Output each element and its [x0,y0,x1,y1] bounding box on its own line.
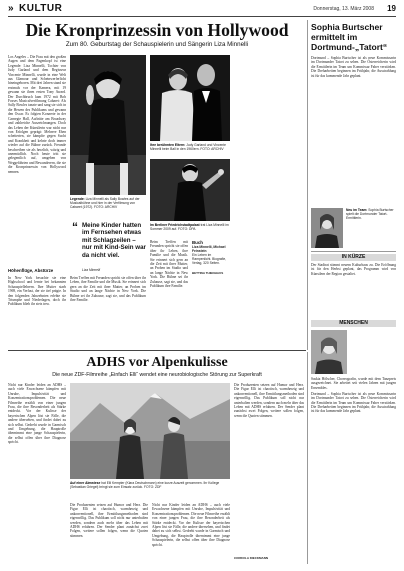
lead-headline: Die Kronprinzessin von Hollywood [25,20,289,40]
menschen-text-2: Dortmund – Sophia Burtscher ist als neue Kommissarin im Dortmunder Tatort zu sehen. Die Österreicherin wird die Ermittlerin im Team um Kommissar Faber verstärken. Die Dreharbeiten beginnen im Frühjahr, die Ausstrahlung ist für das kommende Jahr geplant. [311,391,396,414]
photo-burtscher [311,208,343,248]
second-body-4: Die Produzenten setzen auf Humor und Herz. Die Figur Elli ist chaotisch, warmherzig und unkonventionell, ihre Ermittlungsmethoden sind eigenwillig. Das Publikum soll nicht nur unterhalten werden, sondern auch mehr über das Leben mit ADHS erfahren. Der Sender plant zunächst zwei Folgen, weitere sollen folgen, wenn die Quoten stimmen. [234,383,304,418]
sidebar-rule-lower [307,352,308,564]
sidebar-title: Sophia Burtscher ermittelt im Dortmund-„Tatort“ [311,22,388,52]
caption-burtscher-text: Sophia Burtscher spielt die Dortmunder Tatort-Ermittlerin. [346,208,394,220]
issue-date: Donnerstag, 13. März 2008 [313,6,374,12]
lead-body-col2 [8,276,66,344]
second-body-col4 [234,383,304,553]
photo-parents [150,55,230,141]
caption-stage-credit: FOTO: DPA [178,227,196,231]
section-title: KULTUR [19,3,63,14]
second-body-col3 [152,503,230,563]
in-kuerze-bar: IN KÜRZE [311,254,396,261]
caption-parents-credit: FOTO: ARCHIV [200,147,224,151]
second-body-2: Die Produzenten setzen auf Humor und Herz. Die Figur Elli ist chaotisch, warmherzig und unkonventionell, ihre Ermittlungsmethoden sind eigenwillig. Das Publikum soll nicht nur unterhalten werden, sondern auch mehr über das Leben mit ADHS erfahren. Der Sender plant zunächst zwei Folgen, weitere sollen folgen, wenn die Quoten stimmen. [70,503,148,538]
sidebar-divider-1 [311,251,396,252]
lead-mid-body: In New York besuchte sie eine Highschool und lernte bei bekannten Schauspiellehrern. Ihre Mutter starb 1969, ein Verlust, der sie tief prägte. In den folgenden Jahrzehnten erlebte sie Triumphe und Niederlagen, doch ihr Publikum blieb ihr stets treu. [8,276,66,307]
photo-cabaret [70,55,146,195]
lead-body-col4 [150,240,188,344]
quote-author: Liza Minnelli [82,268,101,272]
header-rule [8,16,396,17]
second-body-3: Nicht nur Kinder leiden an ADHS – auch viele Erwachsene kämpfen mit Unruhe, Impulsivität und Konzentrationsproblemen. Die neue Filmreihe erzählt von einer jungen Frau, die ihre Besonderheit als Stärke entdeckt. Vor der Kulisse der bayerischen Alpen löst sie Fälle, die andere übersehen, und findet dabei zu sich selbst. Gedreht wurde in Garmisch und Umgebung, die Hauptrolle übernimmt eine junge Schauspielerin, die selbst offen über ihre Diagnose spricht. [152,503,230,547]
menschen-text: Saskia Hölscher, Choreografin, wurde mit dem Tanzpreis ausgezeichnet. Sie arbeitet seit vielen Jahren mit jungen Ensembles. [311,377,396,390]
info-box [192,240,230,344]
caption-cabaret-text: Liza Minnelli als Sally Bowles auf der Musicalbühne und hier in der Verfilmung von Cabaret (1972). [70,197,140,209]
info-body: Ein Leben im Rampenlicht. Biografie, Verlag, 320 Seiten. [192,253,227,265]
in-kuerze-body [311,263,396,317]
second-author: CORDULA DIECKMANN [234,556,269,560]
quote-mark-icon: “ [72,220,78,234]
lead-right-body-2: Beim Treffen mit Freunden spricht sie offen über ihr Leben, ihre Familie und die Musik. Sie erinnert sich gern an die Zeit mit ihrer Mutter, an Proben im Studio und an lange Nächte in New York. Die Bühne sei ihr Zuhause, sagt sie, und das Publikum ihre Familie. [150,240,188,289]
in-kuerze-text: Der Stadtrat stimmt neuem Kulturhaus zu. Die Eröffnung ist für den Herbst geplant, das Programm wird von Künstlern der Region gestaltet. [311,263,396,276]
lead-right-body: Beim Treffen mit Freunden spricht sie offen über ihr Leben, ihre Familie und die Musik. Sie erinnert sich gern an die Zeit mit ihrer Mutter, an Proben im Studio und an lange Nächte in New York. Die Bühne sei ihr Zuhause, sagt sie, und das Publikum ihre Familie. [70,276,146,303]
caption-alm [70,481,230,501]
caption-cabaret-strong: Legende: [70,197,85,201]
lead-subhead: Zum 80. Geburtstag der Schauspielerin und Sängerin Liza Minnelli [65,41,249,48]
lead-body: Los Angeles – Die Frau mit den großen Augen und dem Pagenkopf ist eine Legende: Liza Minnelli, Tochter von Judy Garland und dem Regisseur Vincente Minnelli, wurde in eine Welt aus Glamour und Scheinwerferlicht hineingeboren. Mit drei Jahren stand sie erstmals vor der Kamera, mit 19 gewann sie ihren ersten Tony Award. Der Durchbruch kam 1972 mit Bob Fosses Musicalverfilmung Cabaret: Als Sally Bowles tanzte und sang sie sich in die Herzen des Publikums und gewann den Oscar. Es folgten Konzerte in der Carnegie Hall, Auftritte am Broadway und zahlreiche Auszeichnungen. Doch das Leben der Künstlerin war nicht nur von Erfolgen geprägt: Mehrere Ehen scheiterten, sie kämpfte gegen Sucht und Krankheit und kehrte doch immer wieder auf die Bühne zurück. Freunde beschreiben sie als herzlich, witzig und unermüdlich. Noch heute tritt sie gelegentlich auf, umgeben von Weggefährten und Bewunderern, die sie die Kronprinzessin von Hollywood nennen. [8,55,66,174]
second-subhead: Die neue ZDF-Filmreihe „Einfach Elli“ wendet eine neurobiologische Störung zur Superkraft [52,372,262,378]
second-body: Nicht nur Kinder leiden an ADHS – auch viele Erwachsene kämpfen mit Unruhe, Impulsivität und Konzentrationsproblemen. Die neue Filmreihe erzählt von einer jungen Frau, die ihre Besonderheit als Stärke entdeckt. Vor der Kulisse der bayerischen Alpen löst sie Fälle, die andere übersehen, und findet dabei zu sich selbst. Gedreht wurde in Garmisch und Umgebung, die Hauptrolle übernimmt eine junge Schauspielerin, die selbst offen über ihre Diagnose spricht. [8,383,66,445]
caption-stage [150,223,230,237]
second-body-col1 [8,383,66,563]
caption-parents-strong: Ihre berühmten Eltern: [150,143,186,147]
caption-burtscher [346,208,396,248]
caption-alm-text: hat Elli Kempter (Klara Deutschmann) eine kurze Auszeit genommen. Ihr Kollege (Sebastian Griegel) bringt sie zum Einsatz zurück. [70,481,220,489]
lead-body-col1 [8,55,66,265]
caption-cabaret [70,197,146,215]
menschen-body [311,377,396,563]
sidebar-rule [307,20,308,350]
caption-burtscher-strong: Neu im Team: [346,208,368,212]
second-body-col2 [70,503,148,563]
lead-author: BETTINA THIENHAUS [192,271,224,275]
caption-stage-text: trat Liza Minnelli im Sommer 2009 auf. [150,223,229,231]
info-heading: Buch [192,240,203,245]
caption-parents-text: Judy Garland und Vincente Minnelli beim Ball in den 1960ern. [150,143,226,151]
second-headline: ADHS vor Alpenkulisse [86,355,228,370]
caption-alm-credit: FOTO: ZDF [144,485,162,489]
pull-quote: Meine Kinder hatten im Fernsehen etwas mit Schlagzeilen – nur mit Kind-Sein war da nicht viel. [82,222,146,259]
caption-cabaret-credit: FOTO: ARCHIV [94,205,118,209]
photo-stage [150,159,230,221]
caption-alm-strong: Auf einer Almwiese [70,481,101,485]
section-arrow-icon: » [8,3,14,14]
sidebar-body-text: Dortmund – Sophia Burtscher ist als neue Kommissarin im Dortmunder Tatort zu sehen. Die Österreicherin wird die Ermittlerin im Team um Kommissar Faber verstärken. Die Dreharbeiten beginnen im Frühjahr, die Ausstrahlung ist für das kommende Jahr geplant. [311,56,396,78]
info-title: Liza Minnelli, Michael Feinstein [192,245,226,253]
caption-stage-strong: Im Berliner Friedrichstadtpalast [150,223,200,227]
photo-alm [70,383,230,479]
lead-body-col3 [70,276,146,344]
section-divider [8,350,306,351]
page-number: 19 [387,4,396,13]
caption-parents [150,143,230,157]
lead-mid-heading: Höhenflüge, Abstürze [8,268,54,273]
menschen-bar: MENSCHEN [311,320,396,327]
sidebar-body [311,56,396,206]
photo-hoelscher [311,330,347,374]
